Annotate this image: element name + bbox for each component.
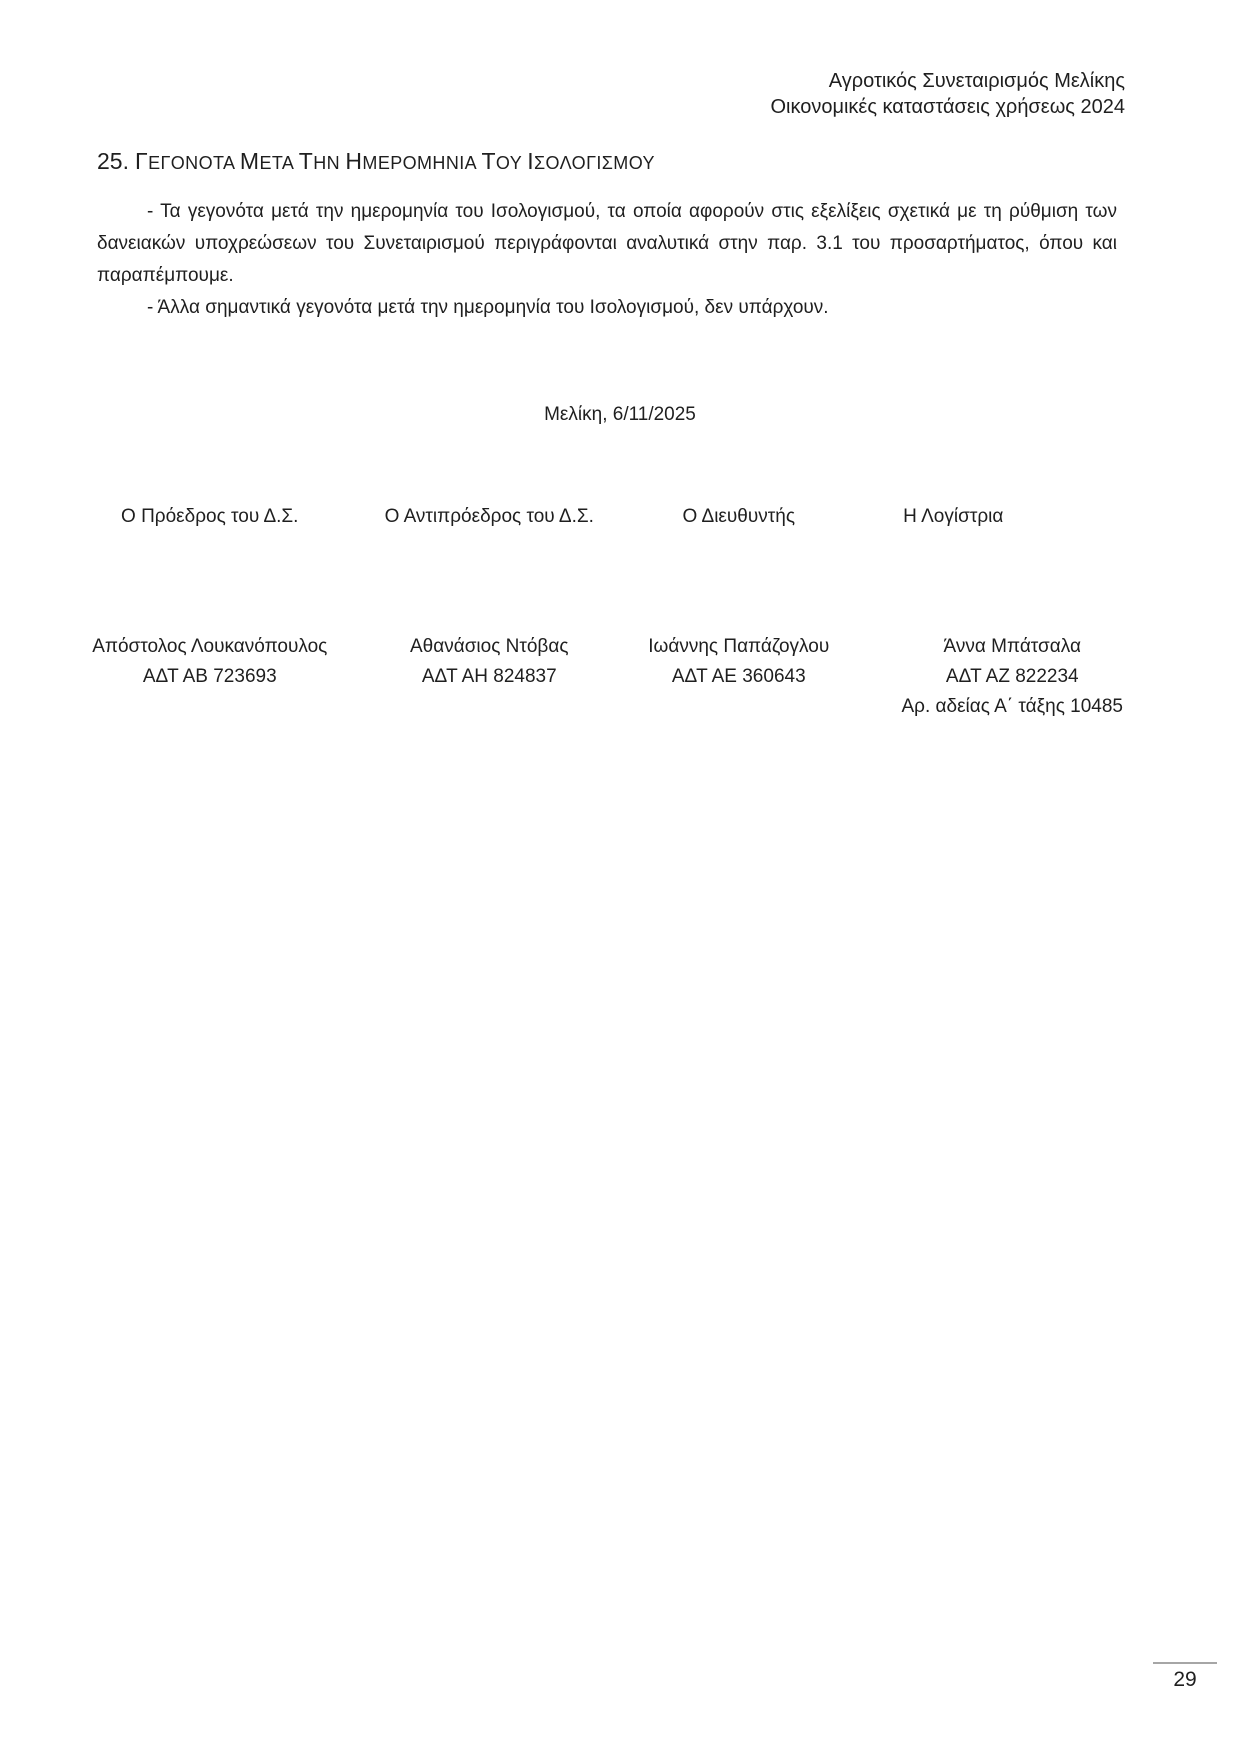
header-statement-title: Οικονομικές καταστάσεις χρήσεως 2024 bbox=[770, 96, 1125, 118]
signatory-name: Άννα Μπάτσαλα bbox=[943, 636, 1081, 657]
dateline: Μελίκη, 6/11/2025 bbox=[544, 404, 696, 425]
section-number: 25. bbox=[97, 148, 129, 174]
signatory-director bbox=[620, 505, 882, 722]
signatory-name: Απόστολος Λουκανόπουλος bbox=[92, 636, 328, 657]
signatory-license: Αρ. αδείας Α΄ τάξης 10485 bbox=[901, 696, 1123, 717]
signatory-accountant bbox=[882, 505, 1144, 722]
page-number: 29 bbox=[1173, 1668, 1197, 1691]
signatory-title: Ο Διευθυντής bbox=[682, 506, 795, 527]
paragraph-subsequent-events: - Τα γεγονότα μετά την ημερομηνία του Ισολογισμού, τα οποία αφορούν στις εξελίξεις σχετικά με τη ρύθμιση των δανειακών υποχρεώσεων του Συνεταιρισμού περιγράφονται αναλυτικά στην παρ. 3.1 του προσαρτήματος, όπου και παραπέμπουμε. bbox=[97, 201, 1117, 286]
body-text bbox=[97, 196, 1117, 324]
signatory-title: Ο Πρόεδρος του Δ.Σ. bbox=[121, 506, 299, 527]
footer-divider-line bbox=[1153, 1662, 1217, 1664]
signatory-president bbox=[92, 505, 359, 722]
signatory-title: Ο Αντιπρόεδρος του Δ.Σ. bbox=[384, 506, 594, 527]
signatory-id: ΑΔΤ ΑΗ 824837 bbox=[421, 666, 557, 687]
signature-block bbox=[92, 505, 1143, 722]
paragraph-no-other-events: - Άλλα σημαντικά γεγονότα μετά την ημερομηνία του Ισολογισμού, δεν υπάρχουν. bbox=[147, 297, 829, 318]
section-heading bbox=[97, 148, 1143, 175]
document-header bbox=[97, 68, 1125, 120]
signatory-id: ΑΔΤ ΑΖ 822234 bbox=[945, 666, 1079, 687]
signatory-vice-president bbox=[359, 505, 621, 722]
signatory-id: ΑΔΤ ΑΕ 360643 bbox=[671, 666, 806, 687]
signatory-title: Η Λογίστρια bbox=[903, 506, 1004, 527]
signatory-name: Αθανάσιος Ντόβας bbox=[409, 636, 569, 657]
header-company-name: Αγροτικός Συνεταιρισμός Μελίκης bbox=[828, 70, 1125, 92]
signatory-id: ΑΔΤ ΑΒ 723693 bbox=[142, 666, 277, 687]
signatory-name: Ιωάννης Παπάζογλου bbox=[648, 636, 830, 657]
section-title: ΓΕΓΟΝΟΤΑ ΜΕΤΑ ΤΗΝ ΗΜΕΡΟΜΗΝΙΑ ΤΟΥ ΙΣΟΛΟΓΙΣΜΟΥ bbox=[134, 148, 655, 174]
